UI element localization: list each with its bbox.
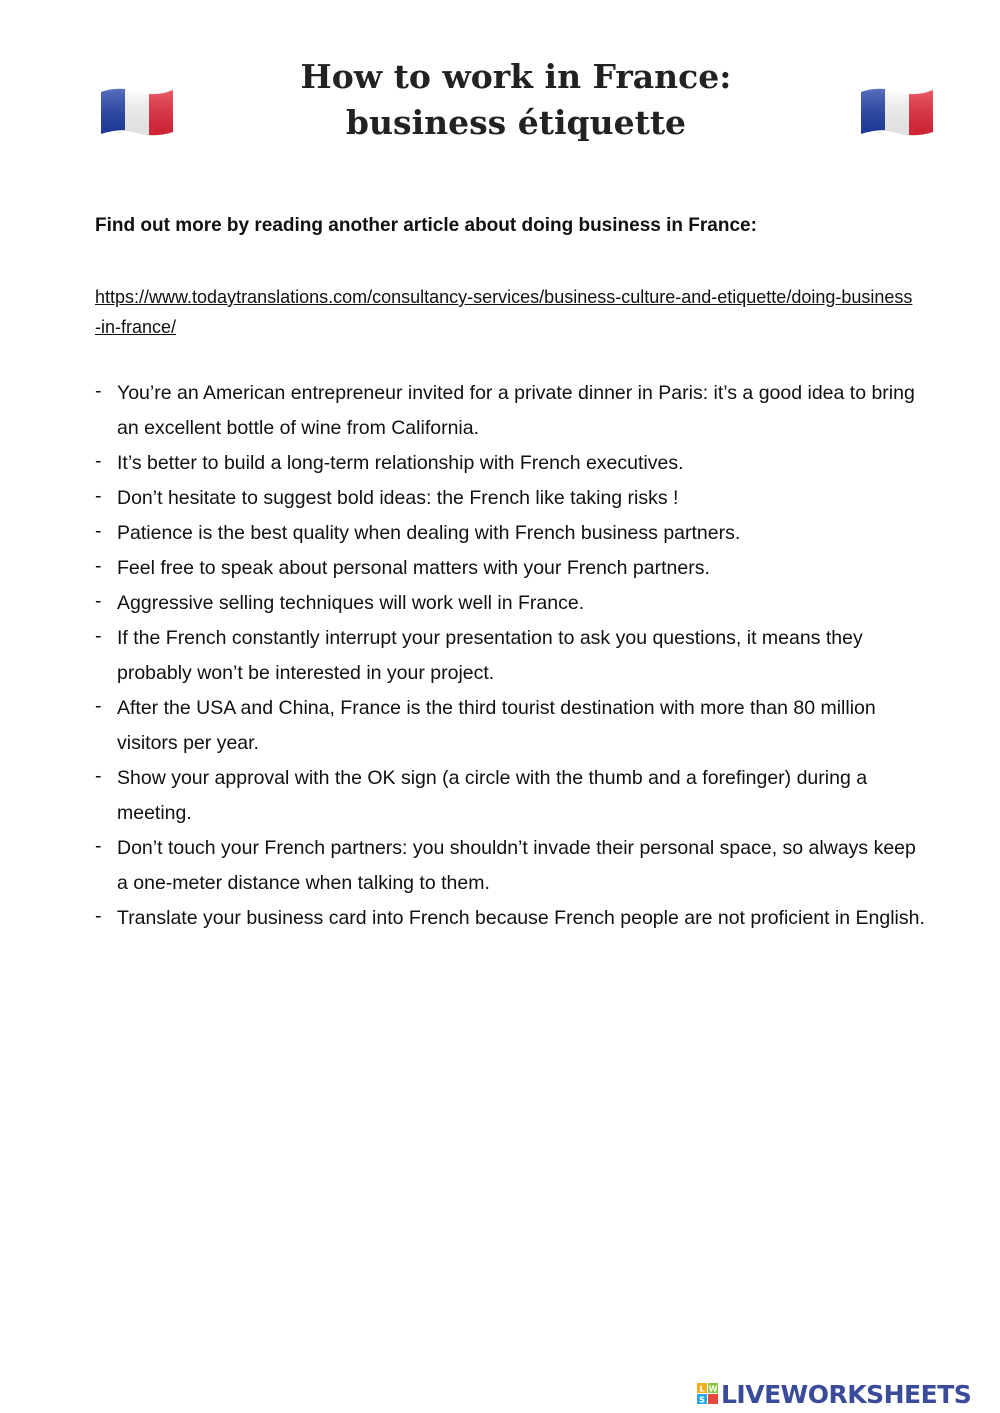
dash-bullet: - <box>95 835 102 857</box>
dash-bullet: - <box>95 905 102 927</box>
liveworksheets-logo <box>697 1377 971 1411</box>
list-item <box>95 551 925 586</box>
statement-text: After the USA and China, France is the third tourist destination with more than 80 million visitors per year. <box>117 697 876 754</box>
page-title <box>200 54 832 146</box>
logo-mark-letter: S <box>699 1395 705 1405</box>
statement-text: Don’t hesitate to suggest bold ideas: the French like taking risks ! <box>117 487 679 509</box>
liveworksheets-mark-icon <box>697 1383 719 1405</box>
dash-bullet: - <box>95 765 102 787</box>
statement-text: Aggressive selling techniques will work well in France. <box>117 592 585 614</box>
statement-text: Show your approval with the OK sign (a circle with the thumb and a forefinger) during a meeting. <box>117 767 868 824</box>
dash-bullet: - <box>95 520 102 542</box>
dash-bullet: - <box>95 450 102 472</box>
list-item <box>95 831 925 901</box>
statement-text: You’re an American entrepreneur invited for a private dinner in Paris: it’s a good idea to bring an excellent bottle of wine from California. <box>117 382 915 439</box>
statement-text: Don’t touch your French partners: you shouldn’t invade their personal space, so always keep a one-meter distance when talking to them. <box>117 837 916 894</box>
list-item <box>95 691 925 761</box>
statement-text: Translate your business card into French because French people are not proficient in English. <box>117 907 925 929</box>
dash-bullet: - <box>95 695 102 717</box>
list-item <box>95 376 925 446</box>
statement-list <box>95 376 925 936</box>
list-item <box>95 481 925 516</box>
dash-bullet: - <box>95 380 102 402</box>
intro-text: Find out more by reading another article about doing business in France: <box>95 215 757 236</box>
list-item <box>95 901 925 936</box>
list-item <box>95 446 925 481</box>
statement-text: Patience is the best quality when dealing with French business partners. <box>117 522 741 544</box>
list-item <box>95 516 925 551</box>
logo-mark-letter: W <box>708 1384 718 1394</box>
french-flag-icon <box>99 86 175 138</box>
statement-text: Feel free to speak about personal matters with your French partners. <box>117 557 710 579</box>
list-item <box>95 586 925 621</box>
dash-bullet: - <box>95 590 102 612</box>
dash-bullet: - <box>95 485 102 507</box>
statement-text: It’s better to build a long-term relationship with French executives. <box>117 452 684 474</box>
french-flag-icon <box>859 86 935 138</box>
list-item <box>95 621 925 691</box>
article-link[interactable]: https://www.todaytranslations.com/consultancy-services/business-culture-and-etiquette/doing-business-in-france/ <box>95 287 913 337</box>
dash-bullet: - <box>95 625 102 647</box>
statement-text: If the French constantly interrupt your presentation to ask you questions, it means they probably won’t be interested in your project. <box>117 627 863 684</box>
title-line-1: How to work in France: <box>300 57 732 96</box>
dash-bullet: - <box>95 555 102 577</box>
logo-mark-letter: L <box>699 1384 705 1394</box>
list-item <box>95 761 925 831</box>
title-line-2: business étiquette <box>345 103 687 142</box>
logo-text: LIVEWORKSHEETS <box>721 1379 972 1409</box>
